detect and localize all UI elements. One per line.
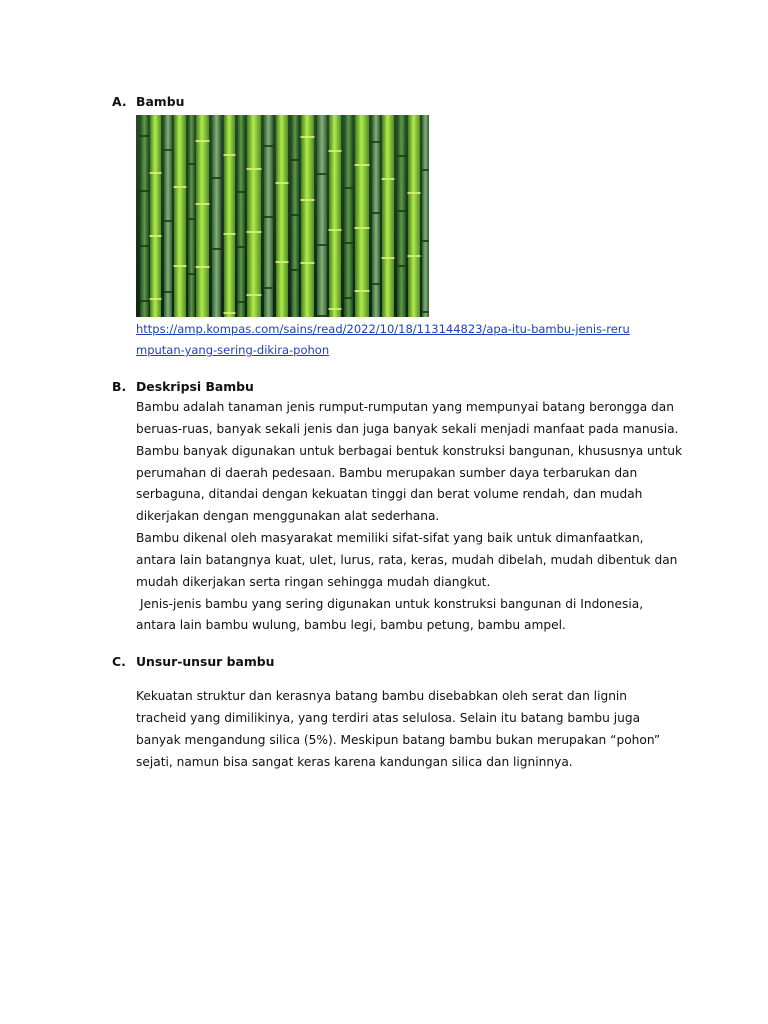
section-b-title: Deskripsi Bambu bbox=[136, 379, 254, 394]
section-c-heading bbox=[112, 652, 692, 672]
section-a bbox=[112, 92, 692, 361]
section-a-letter: A. bbox=[112, 94, 127, 109]
paragraph-line: Bambu dikenal oleh masyarakat memiliki sifat-sifat yang baik untuk dimanfaatkan, bbox=[136, 531, 644, 546]
section-b-heading bbox=[112, 377, 692, 397]
paragraph-line: beruas-ruas, banyak sekali jenis dan juga banyak sekali menjadi manfaat pada manusia. bbox=[136, 421, 679, 436]
bamboo-photo bbox=[136, 115, 429, 317]
section-a-heading bbox=[112, 92, 692, 112]
section-b-body bbox=[136, 397, 692, 637]
paragraph-line: dikerjakan dengan menggunakan alat sederhana. bbox=[136, 509, 440, 524]
section-a-title: Bambu bbox=[136, 94, 185, 109]
paragraph-line: Bambu banyak digunakan untuk berbagai bentuk konstruksi bangunan, khususnya untuk bbox=[136, 443, 683, 458]
section-c-body bbox=[136, 686, 692, 773]
paragraph-line: mudah dikerjakan serta ringan sehingga mudah diangkut. bbox=[136, 574, 491, 589]
section-c-title: Unsur-unsur bambu bbox=[136, 654, 275, 669]
paragraph-line: antara lain bambu wulung, bambu legi, bambu petung, bambu ampel. bbox=[136, 618, 566, 633]
paragraph-line: sejati, namun bisa sangat keras karena kandungan silica dan ligninnya. bbox=[136, 754, 573, 769]
paragraph-line: banyak mengandung silica (5%). Meskipun batang bambu bukan merupakan “pohon” bbox=[136, 732, 661, 747]
paragraph-line: serbaguna, ditandai dengan kekuatan tinggi dan berat volume rendah, dan mudah bbox=[136, 487, 643, 502]
paragraph-line: antara lain batangnya kuat, ulet, lurus, rata, keras, mudah dibelah, mudah dibentuk dan bbox=[136, 552, 678, 567]
section-b-letter: B. bbox=[112, 379, 127, 394]
section-c-letter: C. bbox=[112, 654, 126, 669]
paragraph-line: Jenis-jenis bambu yang sering digunakan untuk konstruksi bangunan di Indonesia, bbox=[140, 596, 644, 611]
section-c bbox=[112, 652, 692, 773]
paragraph-line: Bambu adalah tanaman jenis rumput-rumputan yang mempunyai batang berongga dan bbox=[136, 400, 674, 414]
section-b bbox=[112, 377, 692, 637]
paragraph-line: perumahan di daerah pedesaan. Bambu merupakan sumber daya terbarukan dan bbox=[136, 465, 638, 480]
source-link[interactable]: https://amp.kompas.com/sains/read/2022/10/18/113144823/apa-itu-bambu-jenis-rerumputan-yang-sering-dikira-pohon bbox=[136, 322, 630, 357]
paragraph-line: Kekuatan struktur dan kerasnya batang bambu disebabkan oleh serat dan lignin bbox=[136, 689, 628, 703]
paragraph-line: tracheid yang dimilikinya, yang terdiri atas selulosa. Selain itu batang bambu juga bbox=[136, 710, 641, 725]
